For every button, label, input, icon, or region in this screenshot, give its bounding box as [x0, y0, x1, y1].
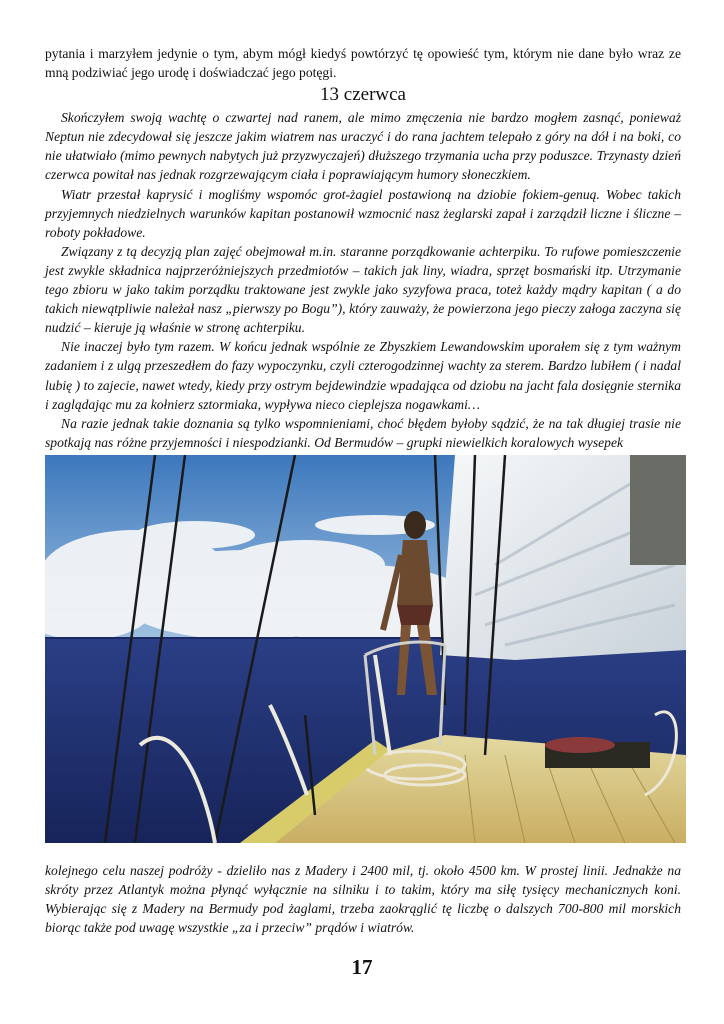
paragraph-5: Na razie jednak takie doznania są tylko wspomnieniami, choć błędem byłoby sądzić, że na tak długiej trasie nie spotkają nas różne przyjemności i niespodzianki. Od Bermudów – grupki niewielkich koralowych wysepek — [45, 415, 681, 450]
paragraph-4: Nie inaczej było tym razem. W końcu jednak wspólnie ze Zbyszkiem Lewandowskim uporałem się z tym ważnym zadaniem i z ulgą przeszedłem do fazy wypoczynku, czyli czterogodzinnej wachty za sterem. Bardzo lubiłem ( i nadal lubię ) to zajecie, nawet wtedy, kiedy przy ostrym bejdewindzie wpadająca od dziobu na jacht fala dosięgnie sternika i zaglądając mu za kołnierz sztormiaka, wypływa nieco cieplejsza nogawkami… — [45, 339, 681, 412]
paragraph-1: Skończyłem swoją wachtę o czwartej nad ranem, ale mimo zmęczenia nie bardzo mogłem zasnąć, ponieważ Neptun nie zdecydował się jeszcze jakim wiatrem nas uraczyć i do rana jachtem telepało z góry na dół i na boki, co nie ułatwiało (mimo pewnych nabytych już przyzwyczajeń) dłuższego trzymania ucha przy poduszce. Trzynasty dzień czerwca powitał nas jednak rozgrzewającym ciała i poprawiającym humory słoneczkiem. — [45, 110, 681, 183]
page-number: 17 — [351, 955, 373, 979]
continuation-paragraph: kolejnego celu naszej podróży - dzieliło nas z Madery i 2400 mil, tj. około 4500 km. W prostej linii. Jednakże na skróty przez Atlantyk można płynąć wyłącznie na silniku i to takim, który ma siłę tysięcy mechanicznych koni. Wybierając się z Madery na Bermudy pod żaglami, trzeba zaokrąglić tę liczbę o dalszych 700-800 mil morskich biorąc także pod uwagę wszystkie „za i przeciw” prądów i wiatrów. — [45, 863, 681, 936]
sailing-photo — [45, 455, 686, 843]
section-heading: 13 czerwca — [320, 84, 406, 106]
paragraph-3: Związany z tą decyzją plan zajęć obejmował m.in. staranne porządkowanie achterpiku. To rufowe pomieszczenie jest zwykle składnica najprzeróżniejszych przedmiotów – takich jak liny, wiadra, sprzęt bosmański itp. Utrzymanie tego zbioru w jako takim porządku traktowane jest zwykle jako syzyfowa praca, toteż każdy mądry kapitan ( a do takich niewątpliwie należał nasz „pierwszy po Bogu”), który zauważy, że powierzona jego pieczy załoga zaczyna się nudzić – kieruje ją właśnie w stronę achterpiku. — [45, 243, 681, 336]
mast-fitting — [630, 455, 686, 565]
page-body-continued — [45, 861, 681, 937]
sailing-photo-illustration — [45, 455, 686, 843]
red-bag — [545, 737, 615, 753]
page-body — [45, 44, 681, 452]
intro-paragraph: pytania i marzyłem jedynie o tym, abym mógł kiedyś powtórzyć tę opowieść tym, którym nie dane było wraz ze mną podziwiać jego urodę i doświadczać jego potęgi. — [45, 46, 681, 81]
paragraph-2: Wiatr przestał kaprysić i mogliśmy wspomóc grot-żagiel postawioną na dziobie fokiem-genuą. Wobec takich przyjemnych niedzielnych warunków kapitan postanowił wzmocnić nasz żeglarski zapał i zarządził liczne i śliczne – roboty pokładowe. — [45, 186, 681, 240]
